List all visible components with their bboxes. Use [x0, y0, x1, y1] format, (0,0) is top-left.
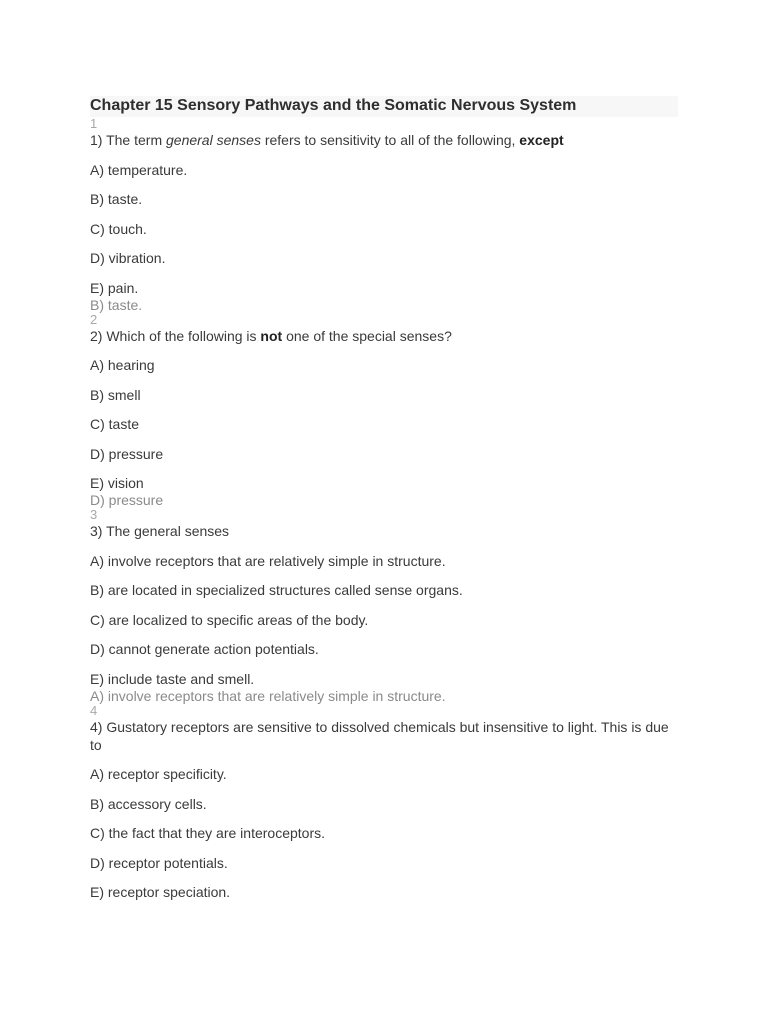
- option-a: A) receptor specificity.: [90, 766, 227, 782]
- question-text-part: refers to sensitivity to all of the following,: [260, 132, 520, 148]
- card-number: 2: [90, 311, 98, 327]
- option-d: D) receptor potentials.: [90, 854, 228, 871]
- question-number: 2): [90, 327, 107, 344]
- question-emphasis: general senses: [166, 132, 261, 148]
- question-text-part: The term: [106, 132, 166, 148]
- option-c: C) taste: [90, 416, 140, 432]
- card-number: 4: [90, 702, 98, 718]
- option-e: E) receptor speciation.: [90, 884, 231, 900]
- question-block-2: [90, 313, 678, 509]
- question-block-4: [90, 704, 678, 902]
- document-page: [90, 96, 678, 901]
- option-a: A) hearing: [90, 357, 155, 373]
- question-text: [90, 327, 678, 345]
- question-strong: not: [260, 327, 283, 344]
- option-e: E) include taste and smell.: [90, 670, 255, 687]
- question-strong: except: [519, 132, 564, 148]
- options-list: [90, 765, 678, 901]
- card-number: 1: [90, 116, 98, 131]
- option-e: E) pain.: [90, 279, 139, 296]
- option-d: D) vibration.: [90, 250, 166, 266]
- question-text-part: one of the special senses?: [282, 327, 452, 344]
- option-d: D) cannot generate action potentials.: [90, 641, 319, 657]
- question-block-1: [90, 117, 678, 313]
- option-d: D) pressure: [90, 445, 164, 462]
- page-title: Chapter 15 Sensory Pathways and the Somatic Nervous System: [90, 96, 678, 117]
- option-b: B) smell: [90, 386, 141, 403]
- question-text: 4) Gustatory receptors are sensitive to dissolved chemicals but insensitive to light. This is due to: [90, 718, 669, 753]
- question-text: [90, 131, 678, 149]
- card-number: 3: [90, 507, 98, 522]
- option-b: B) accessory cells.: [90, 795, 207, 812]
- answer-text: B) taste.: [90, 296, 143, 313]
- answer-text: A) involve receptors that are relatively simple in structure.: [90, 687, 446, 704]
- option-a: A) temperature.: [90, 161, 188, 178]
- answer-text: D) pressure: [90, 492, 164, 508]
- option-a: A) involve receptors that are relatively simple in structure.: [90, 552, 446, 569]
- options-list: [90, 356, 678, 492]
- options-list: [90, 161, 678, 297]
- option-c: C) are localized to specific areas of the body.: [90, 611, 369, 628]
- option-b: B) taste.: [90, 191, 143, 207]
- options-list: [90, 552, 678, 688]
- option-c: C) the fact that they are interoceptors.: [90, 825, 326, 841]
- question-number: 1): [90, 132, 107, 148]
- option-c: C) touch.: [90, 220, 147, 237]
- option-b: B) are located in specialized structures called sense organs.: [90, 582, 463, 598]
- question-block-3: [90, 508, 678, 704]
- question-text: 3) The general senses: [90, 523, 230, 539]
- option-e: E) vision: [90, 475, 144, 491]
- question-text-part: Which of the following is: [106, 327, 261, 344]
